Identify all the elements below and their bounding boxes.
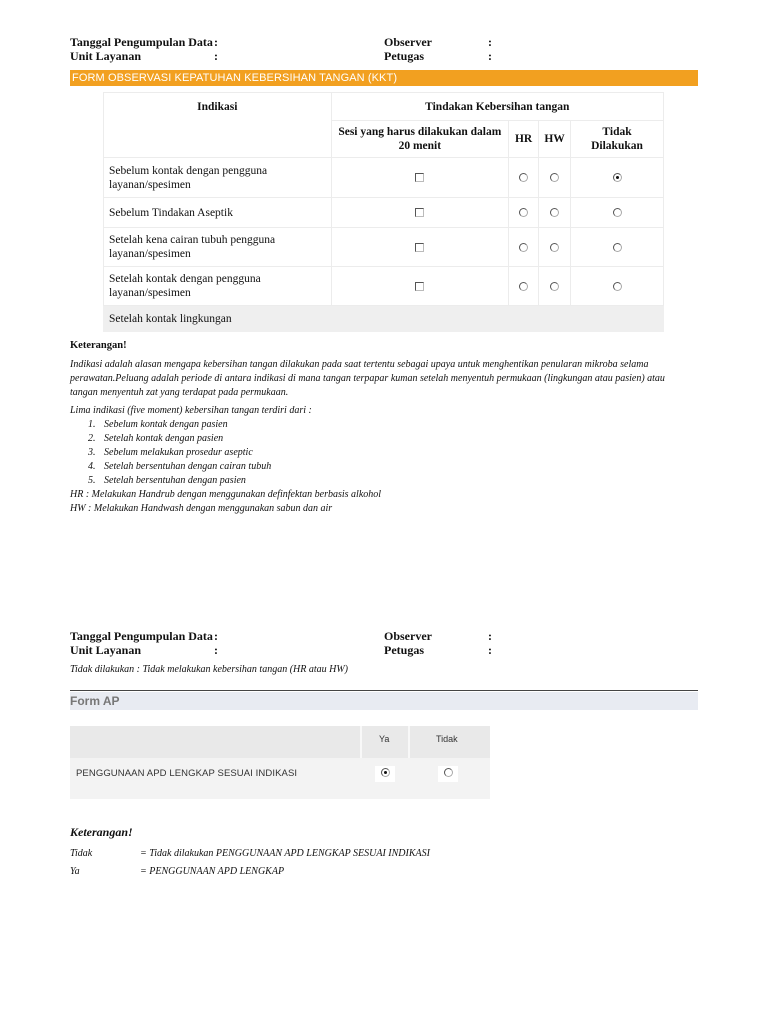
tidak-dilakukan-definition: Tidak dilakukan : Tidak melakukan kebersihan tangan (HR atau HW) xyxy=(70,664,349,675)
ya-term-definition: = PENGGUNAAN APD LENGKAP xyxy=(140,866,285,877)
hr-radio[interactable] xyxy=(519,243,528,252)
divider xyxy=(360,726,362,758)
form-ap-title: Form AP xyxy=(70,692,698,710)
tidak-radio-selected[interactable] xyxy=(613,173,622,182)
tidak-radio[interactable] xyxy=(613,282,622,291)
unit-layanan-label-2: Unit Layanan xyxy=(70,643,142,657)
col-ya-header: Ya xyxy=(379,734,390,744)
petugas-label-2: Petugas xyxy=(384,643,424,657)
table-row xyxy=(104,198,664,228)
tanggal-label-2: Tanggal Pengumpulan Data xyxy=(70,629,213,643)
tanggal-colon: : xyxy=(214,35,218,49)
ya-term: Ya xyxy=(70,866,80,877)
row-label: Sebelum kontak dengan pengguna layanan/spesimen xyxy=(104,158,332,198)
hr-radio[interactable] xyxy=(519,282,528,291)
list-item: 2. Setelah kontak dengan pasien xyxy=(88,432,224,444)
tidak-term-definition: = Tidak dilakukan PENGGUNAAN APD LENGKAP SESUAI INDIKASI xyxy=(140,848,430,859)
tanggal-label: Tanggal Pengumpulan Data xyxy=(70,35,213,49)
row-label: Setelah kontak dengan pengguna layanan/spesimen xyxy=(104,267,332,306)
col-tindakan-header: Tindakan Kebersihan tangan xyxy=(331,93,663,121)
table-row xyxy=(104,306,664,332)
col-hw-header: HW xyxy=(539,121,571,158)
list-item: 1. Sebelum kontak dengan pasien xyxy=(88,419,228,430)
form-ap-table xyxy=(70,726,490,799)
hw-definition: HW : Melakukan Handwash dengan menggunakan sabun dan air xyxy=(70,503,333,514)
petugas-colon: : xyxy=(488,49,492,63)
table-row xyxy=(104,228,664,267)
apd-row-label: PENGGUNAAN APD LENGKAP SESUAI INDIKASI xyxy=(76,768,298,779)
indikasi-paragraph: Indikasi adalah alasan mengapa kebersihan tangan dilakukan pada saat tertentu sebagai upaya untuk menghentikan penularan mikroba selama perawatan.Peluang adalah periode di antara indikasi di mana tangan terpapar kuman setelah menyentuh permukaan (lingkungan atau pasien) atau tangan menyentuh zat yang terdapat pada permukaan. xyxy=(70,359,665,398)
lima-indikasi-intro: Lima indikasi (five moment) kebersihan tangan terdiri dari : xyxy=(70,405,312,416)
observer-label-2: Observer xyxy=(384,629,432,643)
unit-colon-2: : xyxy=(214,643,218,657)
keterangan-title: Keterangan! xyxy=(70,340,127,351)
unit-colon: : xyxy=(214,49,218,63)
row-label: Sebelum Tindakan Aseptik xyxy=(104,198,332,228)
ya-radio-selected[interactable] xyxy=(381,768,390,777)
petugas-label: Petugas xyxy=(384,49,424,63)
sesi-checkbox[interactable] xyxy=(415,173,424,182)
tanggal-colon-2: : xyxy=(214,629,218,643)
col-sesi-header: Sesi yang harus dilakukan dalam 20 menit xyxy=(331,121,509,158)
list-item: 4. Setelah bersentuhan dengan cairan tubuh xyxy=(88,460,272,472)
tidak-radio[interactable] xyxy=(613,208,622,217)
list-item: 3. Sebelum melakukan prosedur aseptic xyxy=(88,446,253,458)
hr-definition: HR : Melakukan Handrub dengan menggunakan definfektan berbasis alkohol xyxy=(70,489,382,500)
kkt-table xyxy=(103,92,664,332)
hw-radio[interactable] xyxy=(550,282,559,291)
hr-radio[interactable] xyxy=(519,208,528,217)
observer-colon: : xyxy=(488,35,492,49)
sesi-checkbox[interactable] xyxy=(415,282,424,291)
tidak-term: Tidak xyxy=(70,848,93,859)
petugas-colon-2: : xyxy=(488,643,492,657)
sesi-checkbox[interactable] xyxy=(415,208,424,217)
divider xyxy=(70,690,698,691)
observer-colon-2: : xyxy=(488,629,492,643)
lima-indikasi-list xyxy=(88,418,271,488)
col-tidak-header: Tidak Dilakukan xyxy=(571,121,664,158)
col-indikasi-header: Indikasi xyxy=(104,93,332,158)
hw-radio[interactable] xyxy=(550,243,559,252)
form-ap-header-row xyxy=(70,726,490,758)
hw-radio[interactable] xyxy=(550,173,559,182)
list-item: 5. Setelah bersentuhan dengan pasien xyxy=(88,474,246,486)
tidak-radio[interactable] xyxy=(613,243,622,252)
keterangan-title-2: Keterangan! xyxy=(70,825,133,839)
col-tidak-header: Tidak xyxy=(436,734,458,744)
table-row xyxy=(104,267,664,306)
unit-layanan-label: Unit Layanan xyxy=(70,49,142,63)
table-row xyxy=(104,158,664,198)
hw-radio[interactable] xyxy=(550,208,559,217)
hr-radio[interactable] xyxy=(519,173,528,182)
row-label: Setelah kena cairan tubuh pengguna layanan/spesimen xyxy=(104,228,332,267)
divider xyxy=(408,726,410,758)
row-label: Setelah kontak lingkungan xyxy=(104,306,664,332)
sesi-checkbox[interactable] xyxy=(415,243,424,252)
form-kkt-title: FORM OBSERVASI KEPATUHAN KEBERSIHAN TANGAN (KKT) xyxy=(70,70,698,86)
col-hr-header: HR xyxy=(509,121,539,158)
tidak-radio[interactable] xyxy=(444,768,453,777)
observer-label: Observer xyxy=(384,35,432,49)
